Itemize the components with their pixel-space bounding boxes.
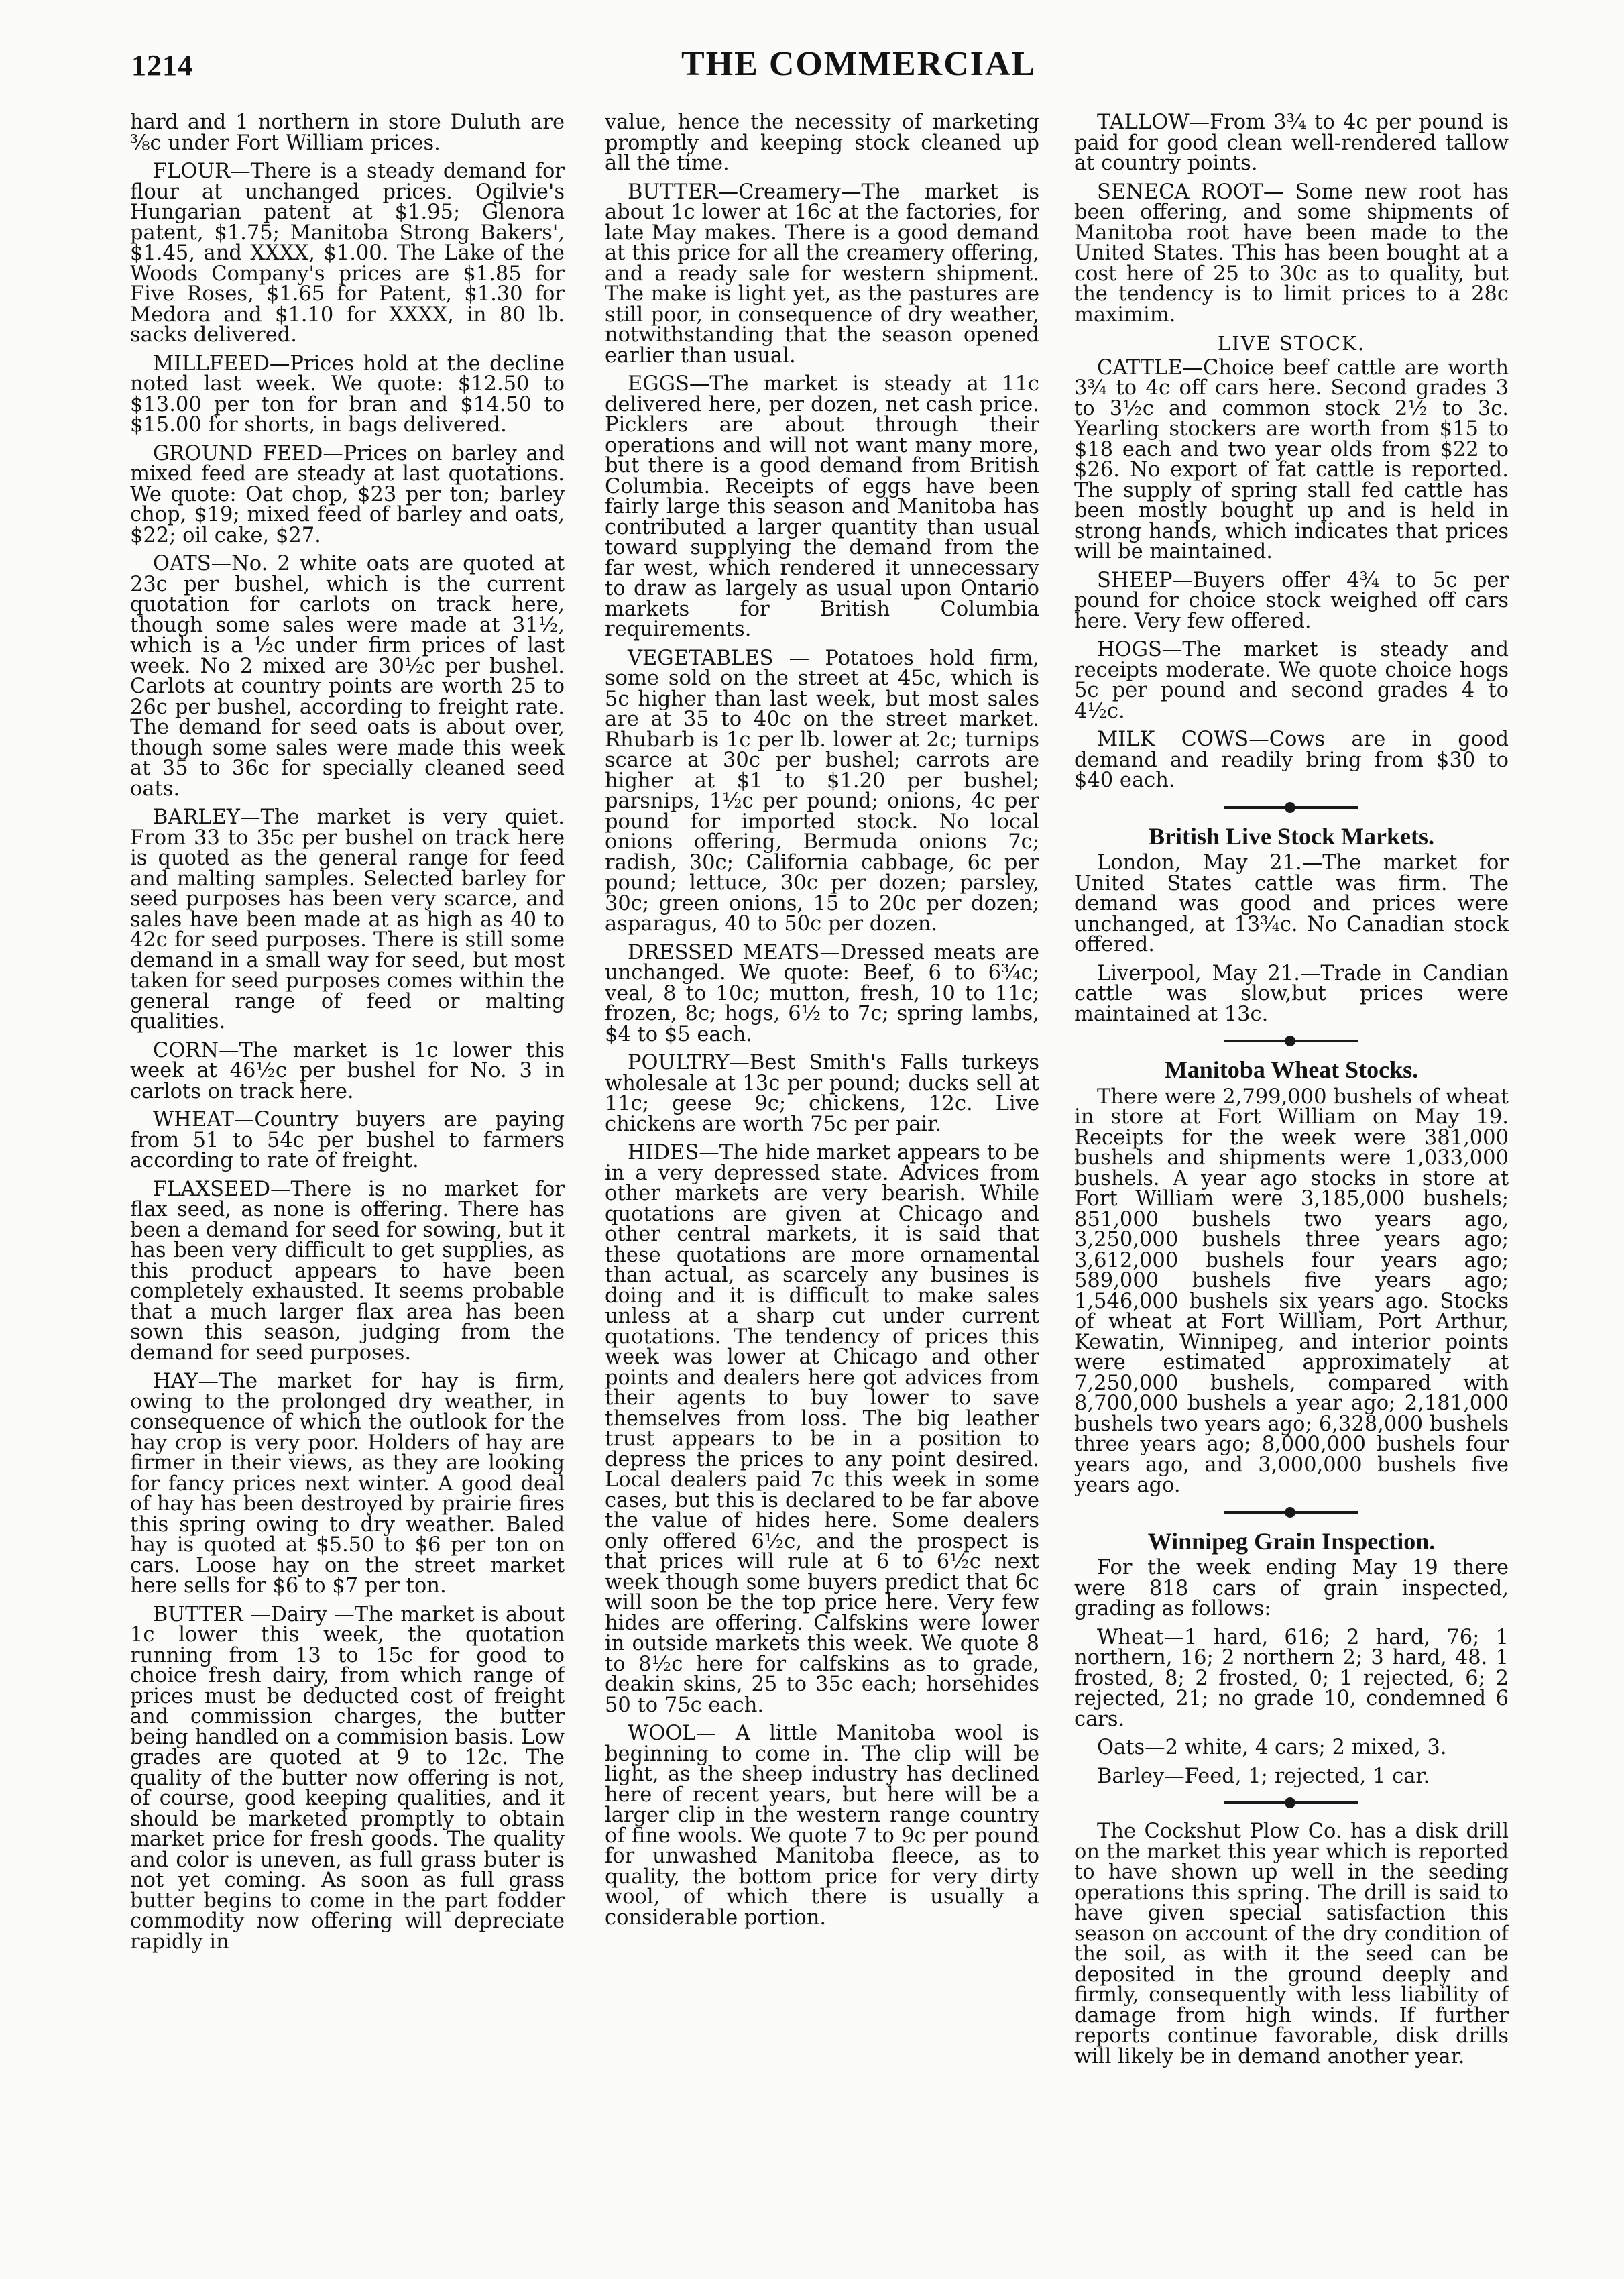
paragraph-corn: CORN—The market is 1c lower this week at 46½c per bushel for No. 3 in carlots on track here.	[130, 1038, 565, 1103]
paragraph-hogs: HOGS—The market is steady and receipts moderate. We quote choice hogs 5c per pound and second grades 4 to 4½c.	[1074, 638, 1509, 723]
paragraph-barley: BARLEY—The market is very quiet. From 33 to 35c per bushel on track here is quoted as the general range for feed and malting samples. Selected barley for seed purposes has been very scarce, and sales have been made at as high as 40 to 42c for seed purposes. There is still some demand in a small way for seed, but most taken for seed purposes comes within the general range of feed or malting qualities.	[130, 805, 565, 1034]
column-3	[1074, 113, 1509, 2252]
paragraph-hides: HIDES—The hide market appears to be in a very depressed state. Advices from other markets are very bearish. While quotations are given at Chicago and other central markets, it is said that these quotations are more ornamental than actual, as scarcely any busines is doing and it is difficult to make sales unless at a sharp cut under current quotations. The tendency of prices this week was lower at Chicago and other points and dealers here got advices from their agents to buy lower to save themselves from loss. The big leather trust appears to be in a position to depress the prices to any point desired. Local dealers paid 7c this week in some cases, but this is declared to be far above the value of hides here. Some dealers only offered 6½c, and the prospect is that prices will rule at 6 to 6½c next week though some buyers predict that 6c will soon be the top price here. Very few hides are offering. Calfskins were lower in outside markets this week. We quote 8 to 8½c here for calfskins as to grade, deakin skins, 25 to 35c each; horsehides 50 to 75c each.	[605, 1141, 1039, 1717]
section-divider	[1224, 806, 1358, 809]
paragraph-oats-grades: Oats—2 white, 4 cars; 2 mixed, 3.	[1097, 1736, 1447, 1759]
paragraph-flaxseed: FLAXSEED—There is no market for flax seed, as none is offering. There has been a demand for seed for sowing, but it has been very difficult to get supplies, as this product appears to have been completely exhausted. It seems probable that a much larger flax area has been sown this season, judging from the demand for seed purposes.	[130, 1177, 565, 1365]
paragraph-cockshutt-plow: The Cockshut Plow Co. has a disk drill on the market this year which is reported to have shown up well in the seeding operations this spring. The drill is said to have given special satisfaction this season on account of the dry condition of the soil, as with it the seed can be deposited in the ground deeply and firmly, consequently with less liability of damage from high winds. If further reports continue favorable, disk drills will likely be in demand another year.	[1074, 1820, 1509, 2068]
paragraph-dressed-meats: DRESSED MEATS—Dressed meats are unchanged. We quote: Beef, 6 to 6¾c; veal, 8 to 10c; mutton, fresh, 10 to 11c; frozen, 8c; hogs, 6½ to 7c; spring lambs, $4 to $5 each.	[605, 940, 1039, 1046]
paragraph-barley-grades: Barley—Feed, 1; rejected, 1 car.	[1097, 1764, 1430, 1788]
live-stock-heading: LIVE STOCK.	[1217, 332, 1366, 355]
paragraph-hay: HAY—The market for hay is firm, owing to the prolonged dry weather, in consequence of which the outlook for the hay crop is very poor. Holders of hay are firmer in their views, as they are looking for fancy prices next winter. A good deal of hay has been destroyed by prairie fires this spring owing to dry weather. Baled hay is quoted at $5.50 to $6 per ton on cars. Loose hay on the street market here sells for $6 to $7 per ton.	[130, 1370, 565, 1598]
paragraph-wool: WOOL— A little Manitoba wool is beginning to come in. The clip will be light, as the sheep industry has declined here of recent years, but here will be a larger clip in the western range country of fine wools. We quote 7 to 9c per pound for unwashed Manitoba fleece, as to quality, the bottom price for very dirty wool, of which there is usually a considerable portion.	[605, 1722, 1039, 1930]
section-divider	[1224, 1801, 1358, 1804]
section-divider	[1224, 1040, 1358, 1042]
paragraph-duluth: hard and 1 northern in store Duluth are ⅜c under Fort William prices.	[130, 113, 565, 155]
paragraph-vegetables: VEGETABLES — Potatoes hold firm, some sold on the street at 45c, which is 5c higher than last week, but most sales are at 35 to 40c on the street market. Rhubarb is 1c per lb. lower at 2c; turnips scarce at 30c per bushel; carrots are higher at $1 to $1.20 per bushel; parsnips, 1½c per pound; onions, 4c per pound for imported stock. No local onions offering, Bermuda onions 7c; radish, 30c; California cabbage, 6c per pound; lettuce, 30c per dozen; parsley, 30c; green onions, 15 to 20c per dozen; asparagus, 40 to 50c per dozen.	[605, 646, 1039, 936]
paragraph-wheat: WHEAT—Country buyers are paying from 51 to 54c per bushel to farmers according to rate of freight.	[130, 1108, 565, 1172]
column-1	[130, 113, 565, 2252]
paragraph-millfeed: MILLFEED—Prices hold at the decline noted last week. We quote: $12.50 to $13.00 per ton for bran and $14.50 to $15.00 for shorts, in bags delivered.	[130, 351, 565, 437]
manitoba-wheat-heading: Manitoba Wheat Stocks.	[1164, 1056, 1419, 1083]
paragraph-london: London, May 21.—The market for United States cattle was firm. The demand was good and prices were unchanged, at 13¾c. No Canadian stock offered.	[1074, 851, 1509, 956]
paragraph-poultry: POULTRY—Best Smith's Falls turkeys wholesale at 13c per pound; ducks sell at 11c; geese 9c; chickens, 12c. Live chickens are worth 75c per pair.	[605, 1051, 1039, 1136]
paragraph-butter-continued: value, hence the necessity of marketing promptly and keeping stock cleaned up all the time.	[605, 113, 1039, 175]
paragraph-seneca-root: SENECA ROOT— Some new root has been offering, and some shipments of Manitoba root have been made to the United States. This has been bought at a cost here of 25 to 30c as to quality, but the tendency is to limit prices to a 28c maximim.	[1074, 180, 1509, 327]
paragraph-oats: OATS—No. 2 white oats are quoted at 23c per bushel, which is the current quotation for carlots on track here, though some sales were made at 31½, which is a ½c under firm prices of last week. No 2 mixed are 30½c per bushel. Carlots at country points are worth 25 to 26c per bushel, according to freight rate. The demand for seed oats is about over, though some sales were made this week at 35 to 36c for specially cleaned seed oats.	[130, 552, 565, 801]
masthead-title: THE COMMERCIAL	[681, 45, 1037, 83]
paragraph-eggs: EGGS—The market is steady at 11c delivered here, per dozen, net cash price. Picklers are about through their operations and will not want many more, but there is a good demand from British Columbia. Receipts of eggs have been fairly large this season and Manitoba has contributed a larger quantity than usual toward supplying the demand from the far west, which rendered it unnecessary to draw as largely as usual upon Ontario markets for British Columbia requirements.	[605, 372, 1039, 641]
paragraph-butter-creamery: BUTTER—Creamery—The market is about 1c lower at 16c at the factories, for late May makes. There is a good demand at this price for all the creamery offering, and a ready sale for western shipment. The make is light yet, as the pastures are still poor, in consequence of dry weather, notwithstanding that the season opened earlier than usual.	[605, 180, 1039, 368]
page-number: 1214	[131, 49, 193, 82]
paragraph-sheep: SHEEP—Buyers offer 4¾ to 5c per pound for choice stock weighed off cars here. Very few offered.	[1074, 568, 1509, 633]
winnipeg-grain-heading: Winnipeg Grain Inspection.	[1147, 1527, 1436, 1555]
paragraph-flour: FLOUR—There is a steady demand for flour at unchanged prices. Ogilvie's Hungarian patent at $1.95; Glenora patent, $1.75; Manitoba Strong Bakers', $1.45, and XXXX, $1.00. The Lake of the Woods Company's prices are $1.85 for Five Roses, $1.65 for Patent, $1.30 for Medora and $1.10 for XXXX, in 80 lb. sacks delivered.	[130, 160, 565, 347]
paragraph-milk-cows: MILK COWS—Cows are in good demand and readily bring from $30 to $40 each.	[1074, 728, 1509, 792]
paragraph-liverpool: Liverpool, May 21.—Trade in Candian cattle was slow,but prices were maintained at 13c.	[1074, 961, 1509, 1026]
paragraph-wheat-grades: Wheat—1 hard, 616; 2 hard, 76; 1 northern, 16; 2 northern 2; 3 hard, 48. 1 frosted, 8; 2 frosted, 0; 1 rejected, 6; 2 rejected, 21; no grade 10, condemned 6 cars.	[1074, 1625, 1509, 1731]
british-live-stock-heading: British Live Stock Markets.	[1149, 822, 1434, 850]
paragraph-cattle: CATTLE—Choice beef cattle are worth 3¾ to 4c off cars here. Second grades 3 to 3½c and common stock 2½ to 3c. Yearling stockers are worth from $15 to $18 each and two year olds from $22 to $26. No export of fat cattle is reported. The supply of spring stall fed cattle has been mostly bought up and is held in strong hands, which indicates that prices will be maintained.	[1074, 355, 1509, 563]
paragraph-butter-dairy: BUTTER —Dairy —The market is about 1c lower this week, the quotation running from 13 to 15c for good to choice fresh dairy, from which range of prices must be deducted cost of freight and commission charges, the butter being handled on a commision basis. Low grades are quoted at 9 to 12c. The quality of the butter now offering is not, of course, good keeping qualities, and it should be marketed promptly to obtain market price for fresh goods. The quality and color is uneven, as full grass buter is not yet coming. As soon as full grass butter begins to come in the part fodder commodity now offering will depreciate rapidly in	[130, 1602, 565, 1954]
paragraph-ground-feed: GROUND FEED—Prices on barley and mixed feed are steady at last quotations. We quote: Oat chop, $23 per ton; barley chop, $19; mixed feed of barley and oats, $22; oil cake, $27.	[130, 441, 565, 547]
paragraph-winnipeg-inspection: For the week ending May 19 there were 818 cars of grain inspected, grading as follows:	[1074, 1556, 1509, 1620]
section-divider	[1224, 1511, 1358, 1514]
page-header	[131, 44, 1057, 105]
paragraph-manitoba-stocks: There were 2,799,000 bushels of wheat in store at Fort William on May 19. Receipts for the week were 381,000 bushels and shipments were 1,033,000 bushels. A year ago stocks in store at Fort William were 3,185,000 bushels; 851,000 bushels two years ago, 3,250,000 bushels three years ago; 3,612,000 bushels four years ago; 589,000 bushels five years ago; 1,546,000 bushels six years ago. Stocks of wheat at Fort William, Port Arthur, Kewatin, Winnipeg, and interior points were estimated approximately at 7,250,000 bushels, compared with 8,700,000 bushels a year ago; 2,181,000 bushels two years ago; 6,328,000 bushels three years ago; 8,000,000 bushels four years ago, and 3,000,000 bushels five years ago.	[1074, 1085, 1509, 1497]
paragraph-tallow: TALLOW—From 3¾ to 4c per pound is paid for good clean well-rendered tallow at country points.	[1074, 113, 1509, 175]
column-2	[605, 113, 1039, 2252]
